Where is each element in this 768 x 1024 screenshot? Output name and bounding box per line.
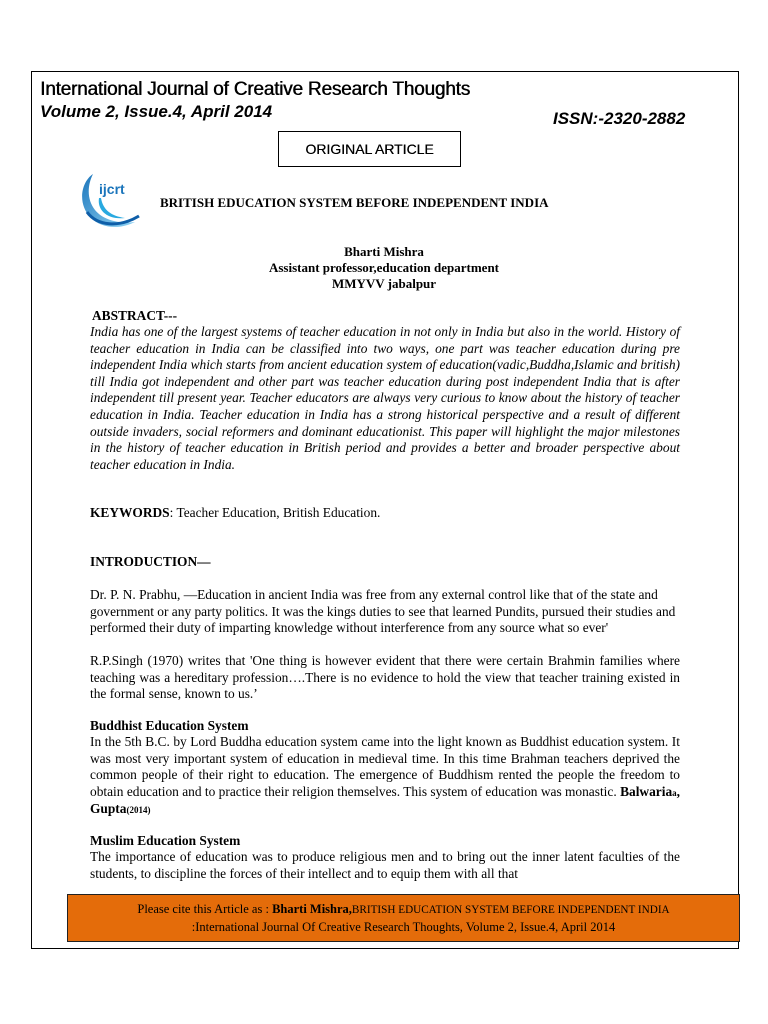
introduction-para-1: Dr. P. N. Prabhu, —Education in ancient India was free from any external control like that of the state and government or any party politics. It was the kings duties to see that learned Pundits, pursued their studies and performed their duty of imparting knowledge without interference from any source what so ever' <box>90 587 676 636</box>
article-type-label: ORIGINAL ARTICLE <box>305 141 434 157</box>
keywords-value: : Teacher Education, British Education. <box>169 505 381 520</box>
citation-box <box>67 894 740 942</box>
citation-balwaria: Balwariaa, Gupta(2014) <box>90 783 680 817</box>
keywords <box>90 505 380 521</box>
journal-title: International Journal of Creative Research Thoughts <box>40 79 470 100</box>
muslim-heading: Muslim Education System <box>90 833 241 848</box>
buddhist-body <box>90 734 680 819</box>
paper-title: BRITISH EDUCATION SYSTEM BEFORE INDEPENDENT INDIA <box>160 195 549 210</box>
buddhist-text: In the 5th B.C. by Lord Buddha education system came into the light known as Buddhist education system. It was most very important system of education in medieval time. In this time Brahman teachers deprived the common people of their right to education. The emergence of Buddhism rented the people the freedom to obtain education and to practice their religion themselves. This system of education was monastic. <box>90 734 680 799</box>
author-role: Assistant professor,education department <box>268 260 500 275</box>
citation-line-1: Please cite this Article as : Bharti Mishra,BRITISH EDUCATION SYSTEM BEFORE INDEPENDENT INDIA <box>137 902 670 916</box>
author-name: Bharti Mishra <box>344 244 424 259</box>
abstract-body: India has one of the largest systems of teacher education in not only in India but also in the world. History of teacher education in India can be classified into two ways, one part was teacher education during pre independent India which starts from ancient education system of education(vadic,Buddha,Islamic and british) till India got independent and other part was teacher education during post independent India that is after independent till present year. Teacher educators are always very curious to know about the history of teacher education in India. Teacher education in India has a strong historical perspective and a result of different outside invaders, social reformers and dominant educationist. This paper will highlight the major milestones in the history of teacher education in British period and provides a better and broader perspective about teacher education in India. <box>90 324 680 472</box>
volume-issue: Volume 2, Issue.4, April 2014 <box>40 102 273 121</box>
svg-text:ijcrt: ijcrt <box>99 181 125 197</box>
muslim-body: The importance of education was to produce religious men and to bring out the inner latent faculties of the students, to discipline the forces of their intellect and to equip them with all that <box>90 849 680 881</box>
author-affiliation: MMYVV jabalpur <box>331 276 437 291</box>
citation-line-2: :International Journal Of Creative Research Thoughts, Volume 2, Issue.4, April 2014 <box>191 920 616 934</box>
buddhist-heading: Buddhist Education System <box>90 718 249 733</box>
abstract-heading: ABSTRACT--- <box>92 308 178 323</box>
introduction-para-2: R.P.Singh (1970) writes that 'One thing is however evident that there were certain Brahmin families where teaching was a hereditary profession….There is no evidence to hold the view that teacher training existed in the formal sense, known to us.’ <box>90 653 680 702</box>
keywords-label: KEYWORDS <box>90 505 170 520</box>
introduction-heading: INTRODUCTION— <box>90 554 211 569</box>
issn: ISSN:-2320-2882 <box>553 109 686 128</box>
ijcrt-logo-icon <box>79 168 145 230</box>
article-type-box <box>278 131 461 167</box>
